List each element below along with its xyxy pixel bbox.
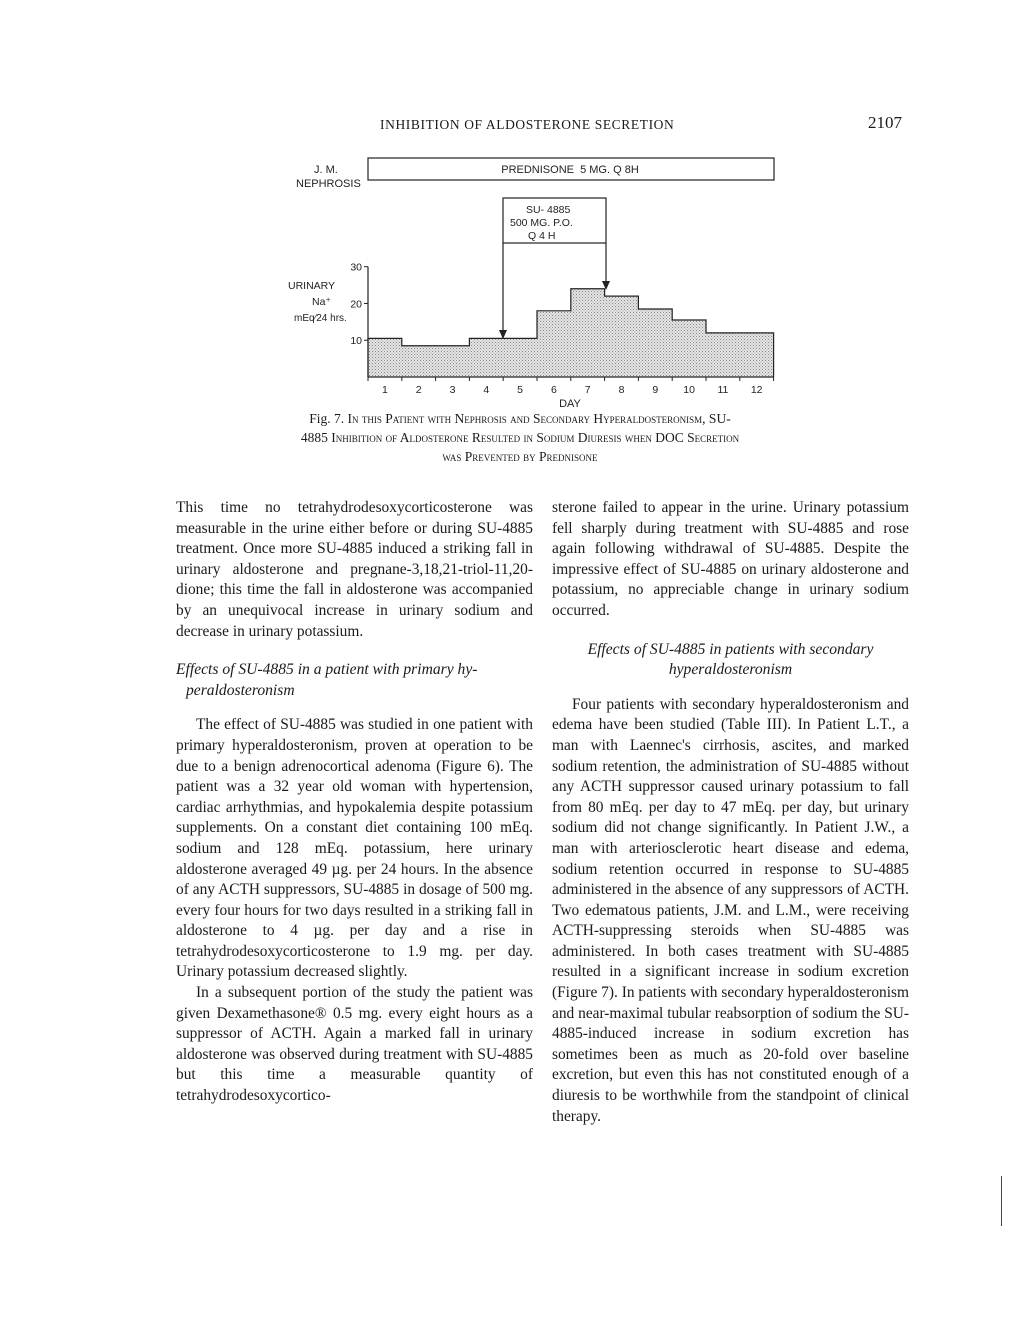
x-tick-label-day-10: 10 xyxy=(683,384,695,396)
caption-figure-label: Fig. 7. xyxy=(309,411,345,426)
bar-day-12 xyxy=(740,333,774,377)
bar-day-10 xyxy=(672,320,706,377)
x-tick-label-day-4: 4 xyxy=(483,384,490,396)
bar-day-3 xyxy=(436,346,470,377)
diagnosis-label: NEPHROSIS xyxy=(296,178,361,190)
right-heading-line-1: Effects of SU-4885 in patients with secondary xyxy=(587,640,874,658)
left-heading-line-2: peraldosteronism xyxy=(186,681,295,699)
left-paragraph-1: This time no tetrahydrodesoxycorticosterone was measurable in the urine either before or during SU-4885 treatment. Once more SU-4885 induced a striking fall in urinary aldosterone and pregnane-3,18,21-triol-11,20-dione; this time the fall in aldosterone was accompanied by an unequivocal increase in urinary sodium and decrease in urinary potassium. xyxy=(176,499,533,640)
figure-caption xyxy=(300,409,740,466)
right-section-heading xyxy=(552,640,909,681)
y-axis-label-1: URINARY xyxy=(288,280,336,292)
bar-day-4 xyxy=(469,338,503,377)
x-axis-label: DAY xyxy=(559,398,581,410)
margin-mark xyxy=(1001,1176,1002,1226)
y-tick-label: 30 xyxy=(350,261,362,274)
x-tick-label-day-6: 6 xyxy=(550,384,557,396)
patient-label: J. M. xyxy=(314,164,338,176)
running-title: INHIBITION OF ALDOSTERONE SECRETION xyxy=(380,117,675,132)
y-axis-label-3: mEq⁄24 hrs. xyxy=(294,313,347,324)
su4885-label-1: SU- 4885 xyxy=(526,204,571,216)
y-tick-label: 20 xyxy=(350,298,362,311)
right-paragraph-1: sterone failed to appear in the urine. Urinary potassium fell sharply during treatment with SU-4885 and rose again following withdrawal of SU-4885. Despite the impressive effect of SU-4885 on urinary aldosterone and potassium, no appreciable change in urinary sodium occurred. xyxy=(552,499,909,619)
bar-day-9 xyxy=(638,309,672,377)
bar-day-2 xyxy=(402,346,436,377)
x-tick-label-day-2: 2 xyxy=(415,384,422,396)
caption-text: In this Patient with Nephrosis and Secondary Hyperaldosteronism, SU-4885 Inhibition of Aldosterone Resulted in Sodium Diuresis when DOC Secretion was Prevented by Prednisone xyxy=(300,411,740,464)
su4885-label-2: 500 MG. P.O. xyxy=(510,217,573,229)
x-tick-label-day-7: 7 xyxy=(584,384,591,396)
left-section-heading xyxy=(176,660,533,701)
x-tick-label-day-9: 9 xyxy=(652,384,659,396)
su4885-start-arrow xyxy=(499,330,507,339)
left-column xyxy=(176,498,533,1107)
left-heading-line-1: Effects of SU-4885 in a patient with primary hy- xyxy=(176,661,478,679)
x-tick-label-day-3: 3 xyxy=(449,384,456,396)
left-paragraph-2: The effect of SU-4885 was studied in one patient with primary hyperaldosteronism, proven at operation to be due to a benign adrenocortical adenoma (Figure 6). The patient was a 32 year old woman with hypertension, cardiac arrhythmias, and hypokalemia despite potassium supplements. On a constant diet containing 100 mEq. sodium and 128 mEq. potassium, here urinary aldosterone averaged 49 µg. per 24 hours. In the absence of any ACTH suppressors, SU-4885 in dosage of 500 mg. every four hours for two days resulted in a striking fall in aldosterone to 4 µg. per day and a rise in tetrahydrodesoxycorticosterone to 1.9 mg. per day. Urinary potassium decreased slightly. xyxy=(176,716,533,981)
right-heading-line-2: hyperaldosteronism xyxy=(668,661,793,679)
page-number: 2107 xyxy=(868,113,902,132)
x-tick-label-day-1: 1 xyxy=(381,384,388,396)
y-tick-label: 10 xyxy=(350,335,362,348)
bar-day-6 xyxy=(537,311,571,377)
x-tick-label-day-5: 5 xyxy=(517,384,524,396)
left-paragraph-3: In a subsequent portion of the study the patient was given Dexamethasone® 0.5 mg. every eight hours as a suppressor of ACTH. Again a marked fall in urinary aldosterone was observed during treatment with SU-4885 but this time a measurable quantity of tetrahydrodesoxycortico- xyxy=(176,984,533,1105)
bar-day-5 xyxy=(503,338,537,377)
prednisone-label: PREDNISONE 5 MG. Q 8H xyxy=(501,164,639,176)
bar-day-8 xyxy=(605,296,639,377)
right-paragraph-2: Four patients with secondary hyperaldosteronism and edema have been studied (Table III). In Patient L.T., a man with Laennec's cirrhosis, ascites, and marked sodium retention, the administration of SU-4885 without any ACTH suppressor caused urinary potassium to fall from 80 mEq. per day to 47 mEq. per day, but urinary sodium did not change significantly. In Patient J.W., a man with arteriosclerotic heart disease and edema, sodium retention occurred in response to SU-4885 administered in the absence of any suppressors of ACTH. Two edematous patients, J.M. and L.M., were receiving ACTH-suppressing steroids when SU-4885 was administered. In both cases treatment with SU-4885 resulted in a significant increase in sodium excretion (Figure 7). In patients with secondary hyperaldosteronism and near-maximal tubular reabsorption of sodium the SU-4885-induced increase in sodium excretion has sometimes been as much as 20-fold over baseline excretion, but even this has not constituted enough of a diuresis to be worthwhile from the standpoint of clinical therapy. xyxy=(552,695,909,1125)
su4885-label-3: Q 4 H xyxy=(528,230,556,242)
right-column xyxy=(552,498,909,1127)
x-tick-label-day-8: 8 xyxy=(618,384,625,396)
bar-day-11 xyxy=(706,333,740,377)
x-tick-label-day-12: 12 xyxy=(750,384,763,396)
bar-day-7 xyxy=(571,289,605,377)
bar-day-1 xyxy=(368,338,402,377)
bars-group xyxy=(368,289,774,377)
x-tick-label-day-11: 11 xyxy=(717,384,729,396)
figure-7-chart xyxy=(270,150,790,412)
y-axis-label-2: Na⁺ xyxy=(312,296,331,308)
